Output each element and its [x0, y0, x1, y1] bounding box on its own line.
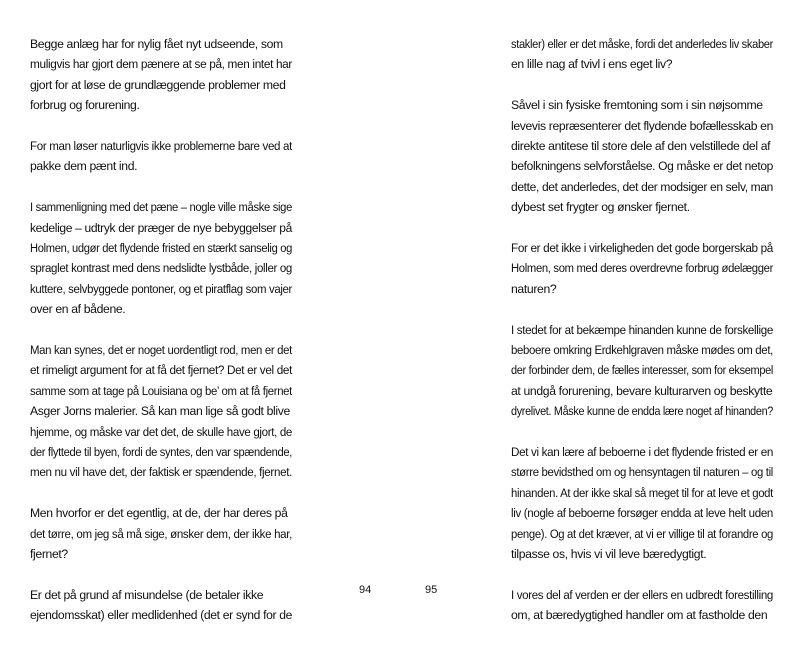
page-number-left: 94 — [359, 584, 372, 596]
text-line: liv (nogle af beboerne forsøger endda at leve helt uden — [511, 506, 773, 521]
paragraph — [30, 136, 300, 177]
paragraph — [511, 585, 781, 626]
text-line: større bevidsthed om og hensyntagen til naturen – og til — [511, 465, 773, 480]
text-line: stakler) eller er det måske, fordi det anderledes liv skaber — [511, 37, 773, 51]
text-line: For er det ikke i virkeligheden det gode borgerskab på — [511, 241, 773, 256]
text-line: Såvel i sin fysiske fremtoning som i sin nøjsomme — [511, 98, 763, 113]
text-line: hjemme, og måske var det det, de skulle have gjort, de — [30, 424, 292, 439]
text-line: pakke dem pænt ind. — [30, 159, 138, 174]
text-line: at undgå forurening, bevare kulturarven og beskytte — [511, 383, 773, 398]
text-line: det tørre, om jeg så må sige, ønsker dem, der ikke har, — [30, 526, 292, 541]
text-line: Holmen, som med deres overdrevne forbrug ødelægger — [511, 261, 773, 276]
text-line: Asger Jorns malerier. Så kan man lige så godt blive — [30, 404, 290, 419]
paragraph — [511, 34, 781, 75]
text-line: men nu vil have det, der faktisk er spændende, fjernet. — [30, 465, 292, 480]
text-line: samme som at tage på Louisiana og be’ om at få fjernet — [30, 383, 292, 398]
text-line: forbrug og forurening. — [30, 98, 140, 113]
text-line: naturen? — [511, 281, 557, 296]
text-line: kedelige – udtryk der præger de nye bebyggelser på — [30, 220, 292, 235]
text-line: hinanden. At der ikke skal så meget til for at leve et godt — [511, 485, 773, 500]
paragraph — [30, 34, 300, 116]
paragraph — [511, 95, 781, 217]
text-line: over en af bådene. — [30, 302, 126, 317]
text-line: befolkningens selvforståelse. Og måske er det netop — [511, 159, 773, 174]
text-line: Holmen, udgør det flydende fristed en stærkt sanselig og — [30, 241, 292, 256]
text-line: dybest set frygter og ønsker fjernet. — [511, 200, 690, 215]
text-line: For man løser naturligvis ikke problemerne bare ved at — [30, 139, 292, 154]
page-number-right: 95 — [425, 584, 438, 596]
text-line: beboere omkring Erdkehlgraven måske mødes om det, — [511, 343, 773, 358]
text-line: Er det på grund af misundelse (de betaler ikke — [30, 587, 264, 602]
text-line: et rimeligt argument for at få det fjernet? Det er vel det — [30, 363, 292, 378]
text-line: gjort for at løse de grundlæggende problemer med — [30, 77, 286, 92]
text-line: I vores del af verden er der ellers en udbredt forestilling — [511, 587, 773, 602]
paragraph — [30, 585, 300, 626]
paragraph — [30, 197, 300, 319]
text-line: dyrelivet. Måske kunne de endda lære noget af hinanden? — [511, 404, 773, 419]
paragraph — [511, 238, 781, 299]
text-line: der flyttede til byen, fordi de syntes, den var spændende, — [30, 445, 292, 460]
paragraph — [30, 503, 300, 564]
text-line: muligvis har gjort dem pænere at se på, men intet har — [30, 57, 292, 72]
text-line: direkte antitese til store dele af den velstillede del af — [511, 139, 771, 154]
text-line: en lille nag af tvivl i ens eget liv? — [511, 57, 673, 72]
text-line: penge). Og at det kræver, at vi er villige til at forandre og — [511, 526, 773, 541]
text-line: Begge anlæg har for nylig fået nyt udseende, som — [30, 37, 283, 51]
text-line: om, at bæredygtighed handler om at fastholde den — [511, 608, 768, 623]
text-line: kuttere, selvbyggede pontoner, og et piratflag som vajer — [30, 281, 292, 296]
text-line: I stedet for at bekæmpe hinanden kunne de forskellige — [511, 322, 773, 337]
paragraph — [511, 320, 781, 422]
text-line: levevis repræsenterer det flydende bofællesskab en — [511, 118, 773, 133]
text-line: tilpasse os, hvis vi vil leve bæredygtigt. — [511, 547, 707, 562]
paragraph — [30, 340, 300, 483]
text-line: ejendomsskat) eller medlidenhed (det er synd for de — [30, 608, 292, 623]
left-page — [30, 34, 300, 646]
text-line: Men hvorfor er det egentlig, at de, der har deres på — [30, 506, 288, 521]
right-page — [511, 34, 781, 646]
paragraph — [511, 442, 781, 564]
text-line: dette, det anderledes, det der modsiger en selv, man — [511, 179, 773, 194]
text-line: fjernet? — [30, 547, 68, 562]
text-line: spraglet kontrast med dens nedslidte lystbåde, joller og — [30, 261, 292, 276]
text-line: Man kan synes, det er noget uordentligt rod, men er det — [30, 343, 292, 358]
text-line: Det vi kan lære af beboerne i det flydende fristed er en — [511, 445, 773, 460]
text-line: I sammenligning med det pæne – nogle ville måske sige — [30, 200, 292, 215]
text-line: der forbinder dem, de fælles interesser, som for eksempel — [511, 363, 773, 378]
